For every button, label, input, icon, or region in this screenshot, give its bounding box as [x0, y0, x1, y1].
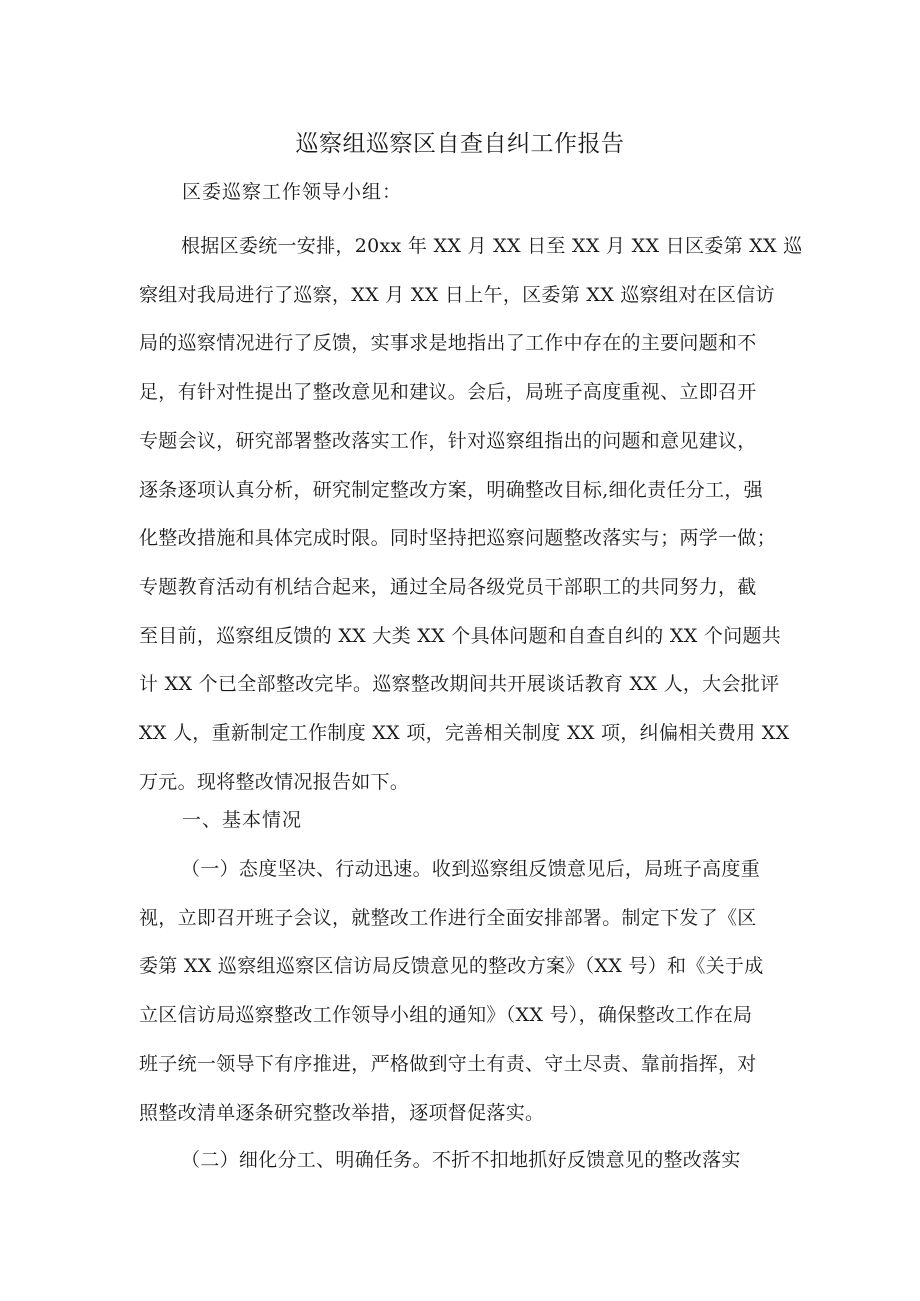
paragraph-line: 计 XX 个已全部整改完毕。巡察整改期间共开展谈话教育 XX 人，大会批评 — [139, 673, 780, 696]
section1-paragraph — [139, 845, 789, 1137]
section-heading: 一、基本情况 — [182, 809, 303, 831]
paragraph-line: 专题教育活动有机结合起来，通过全局各级党员干部职工的共同努力，截 — [139, 575, 757, 598]
paragraph-line: 立区信访局巡察整改工作领导小组的通知》（XX 号），确保整改工作在局 — [139, 1004, 753, 1027]
paragraph-line: 化整改措施和具体完成时限。同时坚持把巡察问题整改落实与；两学一做； — [139, 527, 776, 550]
paragraph-line: XX 人，重新制定工作制度 XX 项，完善相关制度 XX 项，纠偏相关费用 XX — [139, 722, 790, 745]
paragraph-line: 逐条逐项认真分析，研究制定整改方案，明确整改目标,细化责任分工，强 — [139, 478, 763, 501]
paragraph-line: 局的巡察情况进行了反馈，实事求是地指出了工作中存在的主要问题和不 — [139, 332, 757, 355]
paragraph-line: 专题会议，研究部署整改落实工作，针对巡察组指出的问题和意见建议， — [139, 429, 757, 452]
paragraph-line: 万元。现将整改情况报告如下。 — [139, 770, 410, 793]
paragraph-line: 足，有针对性提出了整改意见和建议。会后，局班子高度重视、立即召开 — [139, 381, 757, 404]
salutation: 区委巡察工作领导小组： — [182, 181, 403, 203]
paragraph-line: 委第 XX 巡察组巡察区信访局反馈意见的整改方案》（XX 号）和《关于成 — [139, 955, 764, 978]
paragraph-line: 照整改清单逐条研究整改举措，逐项督促落实。 — [139, 1101, 545, 1124]
paragraph-line: 班子统一领导下有序推进，严格做到守土有责、守土尽责、靠前指挥，对 — [139, 1052, 757, 1075]
paragraph-line: 视，立即召开班子会议，就整改工作进行全面安排部署。制定下发了《区 — [139, 906, 757, 929]
paragraph-line: 察组对我局进行了巡察，XX 月 XX 日上午，区委第 XX 巡察组对在区信访 — [139, 283, 775, 306]
intro-paragraph — [139, 222, 803, 806]
paragraph-line: 根据区委统一安排，20xx 年 XX 月 XX 日至 XX 月 XX 日区委第 XX 巡 — [181, 235, 803, 257]
paragraph-line: （二）细化分工、明确任务。不折不扣地抓好反馈意见的整改落实 — [181, 1149, 741, 1171]
document-title: 巡察组巡察区自查自纠工作报告 — [295, 131, 625, 157]
paragraph-line: （一）态度坚决、行动迅速。收到巡察组反馈意见后，局班子高度重 — [181, 858, 761, 880]
section2-paragraph — [139, 1136, 789, 1185]
paragraph-line: 至目前，巡察组反馈的 XX 大类 XX 个具体问题和自查自纠的 XX 个问题共 — [139, 624, 782, 647]
